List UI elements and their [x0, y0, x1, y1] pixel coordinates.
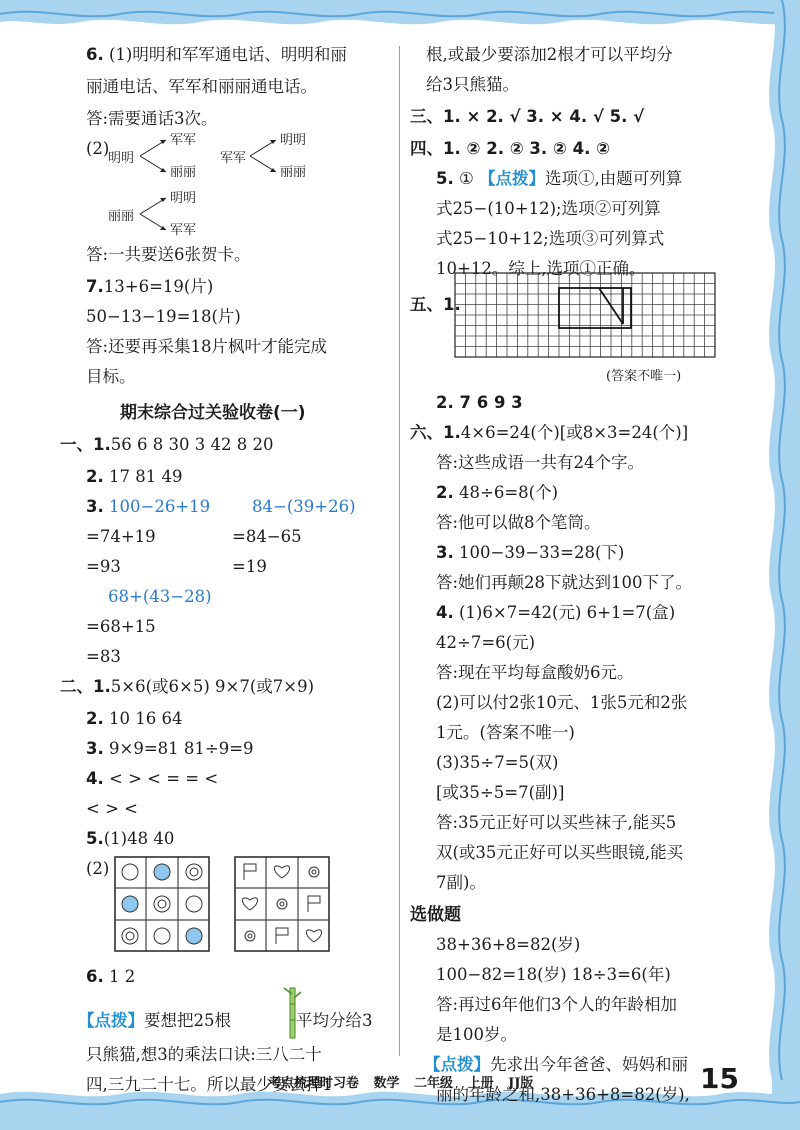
s6-q1: 六、1.4×6=24(个)[或8×3=24(个)]	[410, 423, 689, 442]
circle-pattern-grid	[114, 856, 210, 952]
s5-q2: 2. 7 6 9 3	[436, 393, 523, 412]
s4-q5-line4: 10+12。综上,选项①正确。	[436, 259, 646, 278]
calc3-step1: =68+15	[86, 617, 156, 636]
q6-line1: 6. (1)明明和军军通电话、明明和丽	[86, 45, 347, 64]
section4-answers: 四、1. ② 2. ② 3. ② 4. ②	[410, 139, 611, 158]
tree2-root: 军军	[220, 151, 247, 166]
tip1-line2: 只熊猫,想3的乘法口诀:三八二十	[86, 1045, 322, 1064]
s6-q4-7: [或35÷5=7(副)]	[436, 783, 565, 802]
q6-part2-label: (2)	[86, 139, 110, 158]
q7-line1: 7.13+6=19(片)	[86, 277, 214, 296]
calc2-step1: =84−65	[232, 527, 302, 546]
tree3-branches	[138, 192, 168, 236]
calc1-step2: =93	[86, 557, 121, 576]
calc1-step1: =74+19	[86, 527, 156, 546]
q7-line2: 50−13−19=18(片)	[86, 307, 241, 326]
calc3-expr: 68+(43−28)	[108, 587, 212, 606]
s6-q4-5: 1元。(答案不唯一)	[436, 723, 575, 742]
tree3-b: 军军	[170, 223, 197, 238]
section3-answers: 三、1. × 2. √ 3. × 4. √ 5. √	[410, 107, 645, 126]
q7-line3: 答:还要再采集18片枫叶才能完成	[86, 337, 328, 356]
s6-q4-6: (3)35÷7=5(双)	[436, 753, 559, 772]
section5-label: 五、1.	[410, 295, 461, 314]
s6-q4-4: (2)可以付2张10元、1张5元和2张	[436, 693, 688, 712]
q6-line2: 丽通电话、军军和丽丽通电话。	[86, 77, 317, 96]
s1-q1: 一、1.56 6 8 30 3 42 8 20	[60, 435, 274, 454]
s6-q1-ans: 答:这些成语一共有24个字。	[436, 453, 645, 472]
s5-note: (答案不唯一)	[606, 369, 682, 384]
s6-q2: 2. 48÷6=8(个)	[436, 483, 559, 502]
optional-title: 选做题	[410, 905, 461, 925]
right-wave-border	[752, 0, 800, 1130]
tree2-a: 明明	[280, 133, 307, 148]
top-wave-border	[0, 0, 800, 40]
s2-q6: 6. 1 2	[86, 967, 136, 986]
s6-q2-ans: 答:他可以做8个笔筒。	[436, 513, 601, 532]
tree2-b: 丽丽	[280, 165, 307, 180]
tree2-branches	[248, 134, 278, 178]
s6-q4-10: 7副)。	[436, 873, 486, 892]
s6-q3: 3. 100−39−33=28(下)	[436, 543, 625, 562]
tree1-a: 军军	[170, 133, 197, 148]
tip1-line1: 【点拨】要想把25根	[78, 1011, 231, 1030]
r-line1: 根,或最少要添加2根才可以平均分	[426, 45, 673, 64]
section-title: 期末综合过关验收卷(一)	[120, 403, 306, 423]
column-divider	[399, 46, 400, 1056]
s4-q5-line1: 5. ① 【点拨】选项①,由题可列算	[436, 169, 683, 188]
s4-q5-line3: 式25−10+12;选项③可列算式	[436, 229, 665, 248]
q6-answer1: 答:需要通话3次。	[86, 109, 218, 128]
s6-q4-9: 双(或35元正好可以买些眼镜,能买	[436, 843, 684, 862]
s2-q3: 3. 9×9=81 81÷9=9	[86, 739, 254, 758]
s2-q2: 2. 10 16 64	[86, 709, 183, 728]
drawing-grid	[454, 272, 716, 358]
opt-line2: 100−82=18(岁) 18÷3=6(年)	[436, 965, 671, 984]
s2-q4b: < > <	[86, 799, 138, 818]
opt-line1: 38+36+8=82(岁)	[436, 935, 581, 954]
opt-tip-line1: 【点拨】先求出今年爸爸、妈妈和丽	[424, 1055, 688, 1074]
r-line2: 给3只熊猫。	[426, 75, 519, 94]
s6-q4-1: 4. (1)6×7=42(元) 6+1=7(盒)	[436, 603, 676, 622]
tree1-root: 明明	[108, 151, 135, 166]
s6-q3-ans: 答:她们再颠28下就达到100下了。	[436, 573, 693, 592]
tree3-root: 丽丽	[108, 209, 135, 224]
page-number: 15	[700, 1062, 739, 1095]
tip1-line1-end: 平均分给3	[296, 1011, 373, 1030]
tree1-branches	[138, 134, 168, 178]
opt-tip-line2: 丽的年龄之和,38+36+8=82(岁),	[436, 1085, 690, 1104]
q6-answer2: 答:一共要送6张贺卡。	[86, 245, 251, 264]
s6-q4-2: 42÷7=6(元)	[436, 633, 536, 652]
s1-q3: 3. 100−26+19	[86, 497, 211, 516]
calc2-step2: =19	[232, 557, 267, 576]
s2-q1: 二、1.5×6(或6×5) 9×7(或7×9)	[60, 677, 315, 696]
calc2-expr: 84−(39+26)	[252, 497, 356, 516]
s6-q4-3: 答:现在平均每盒酸奶6元。	[436, 663, 634, 682]
tree1-b: 丽丽	[170, 165, 197, 180]
s2-q4a: 4. < > < = = <	[86, 769, 219, 788]
symbol-pattern-grid	[234, 856, 330, 952]
s2-q5-part2-label: (2)	[86, 859, 110, 878]
s2-q5: 5.(1)48 40	[86, 829, 175, 848]
opt-line4: 是100岁。	[436, 1025, 517, 1044]
footer-book-info: 考点梳理时习卷 数学 二年级 上册 JJ版	[268, 1076, 534, 1091]
s6-q4-8: 答:35元正好可以买些袜子,能买5	[436, 813, 677, 832]
s4-q5-line2: 式25−(10+12);选项②可列算	[436, 199, 661, 218]
tip1-line3: 四,三九二十七。所以最少要去掉1	[86, 1075, 333, 1094]
s1-q2: 2. 17 81 49	[86, 467, 183, 486]
calc3-step2: =83	[86, 647, 121, 666]
opt-line3: 答:再过6年他们3个人的年龄相加	[436, 995, 678, 1014]
tree3-a: 明明	[170, 191, 197, 206]
q7-line4: 目标。	[86, 367, 136, 386]
